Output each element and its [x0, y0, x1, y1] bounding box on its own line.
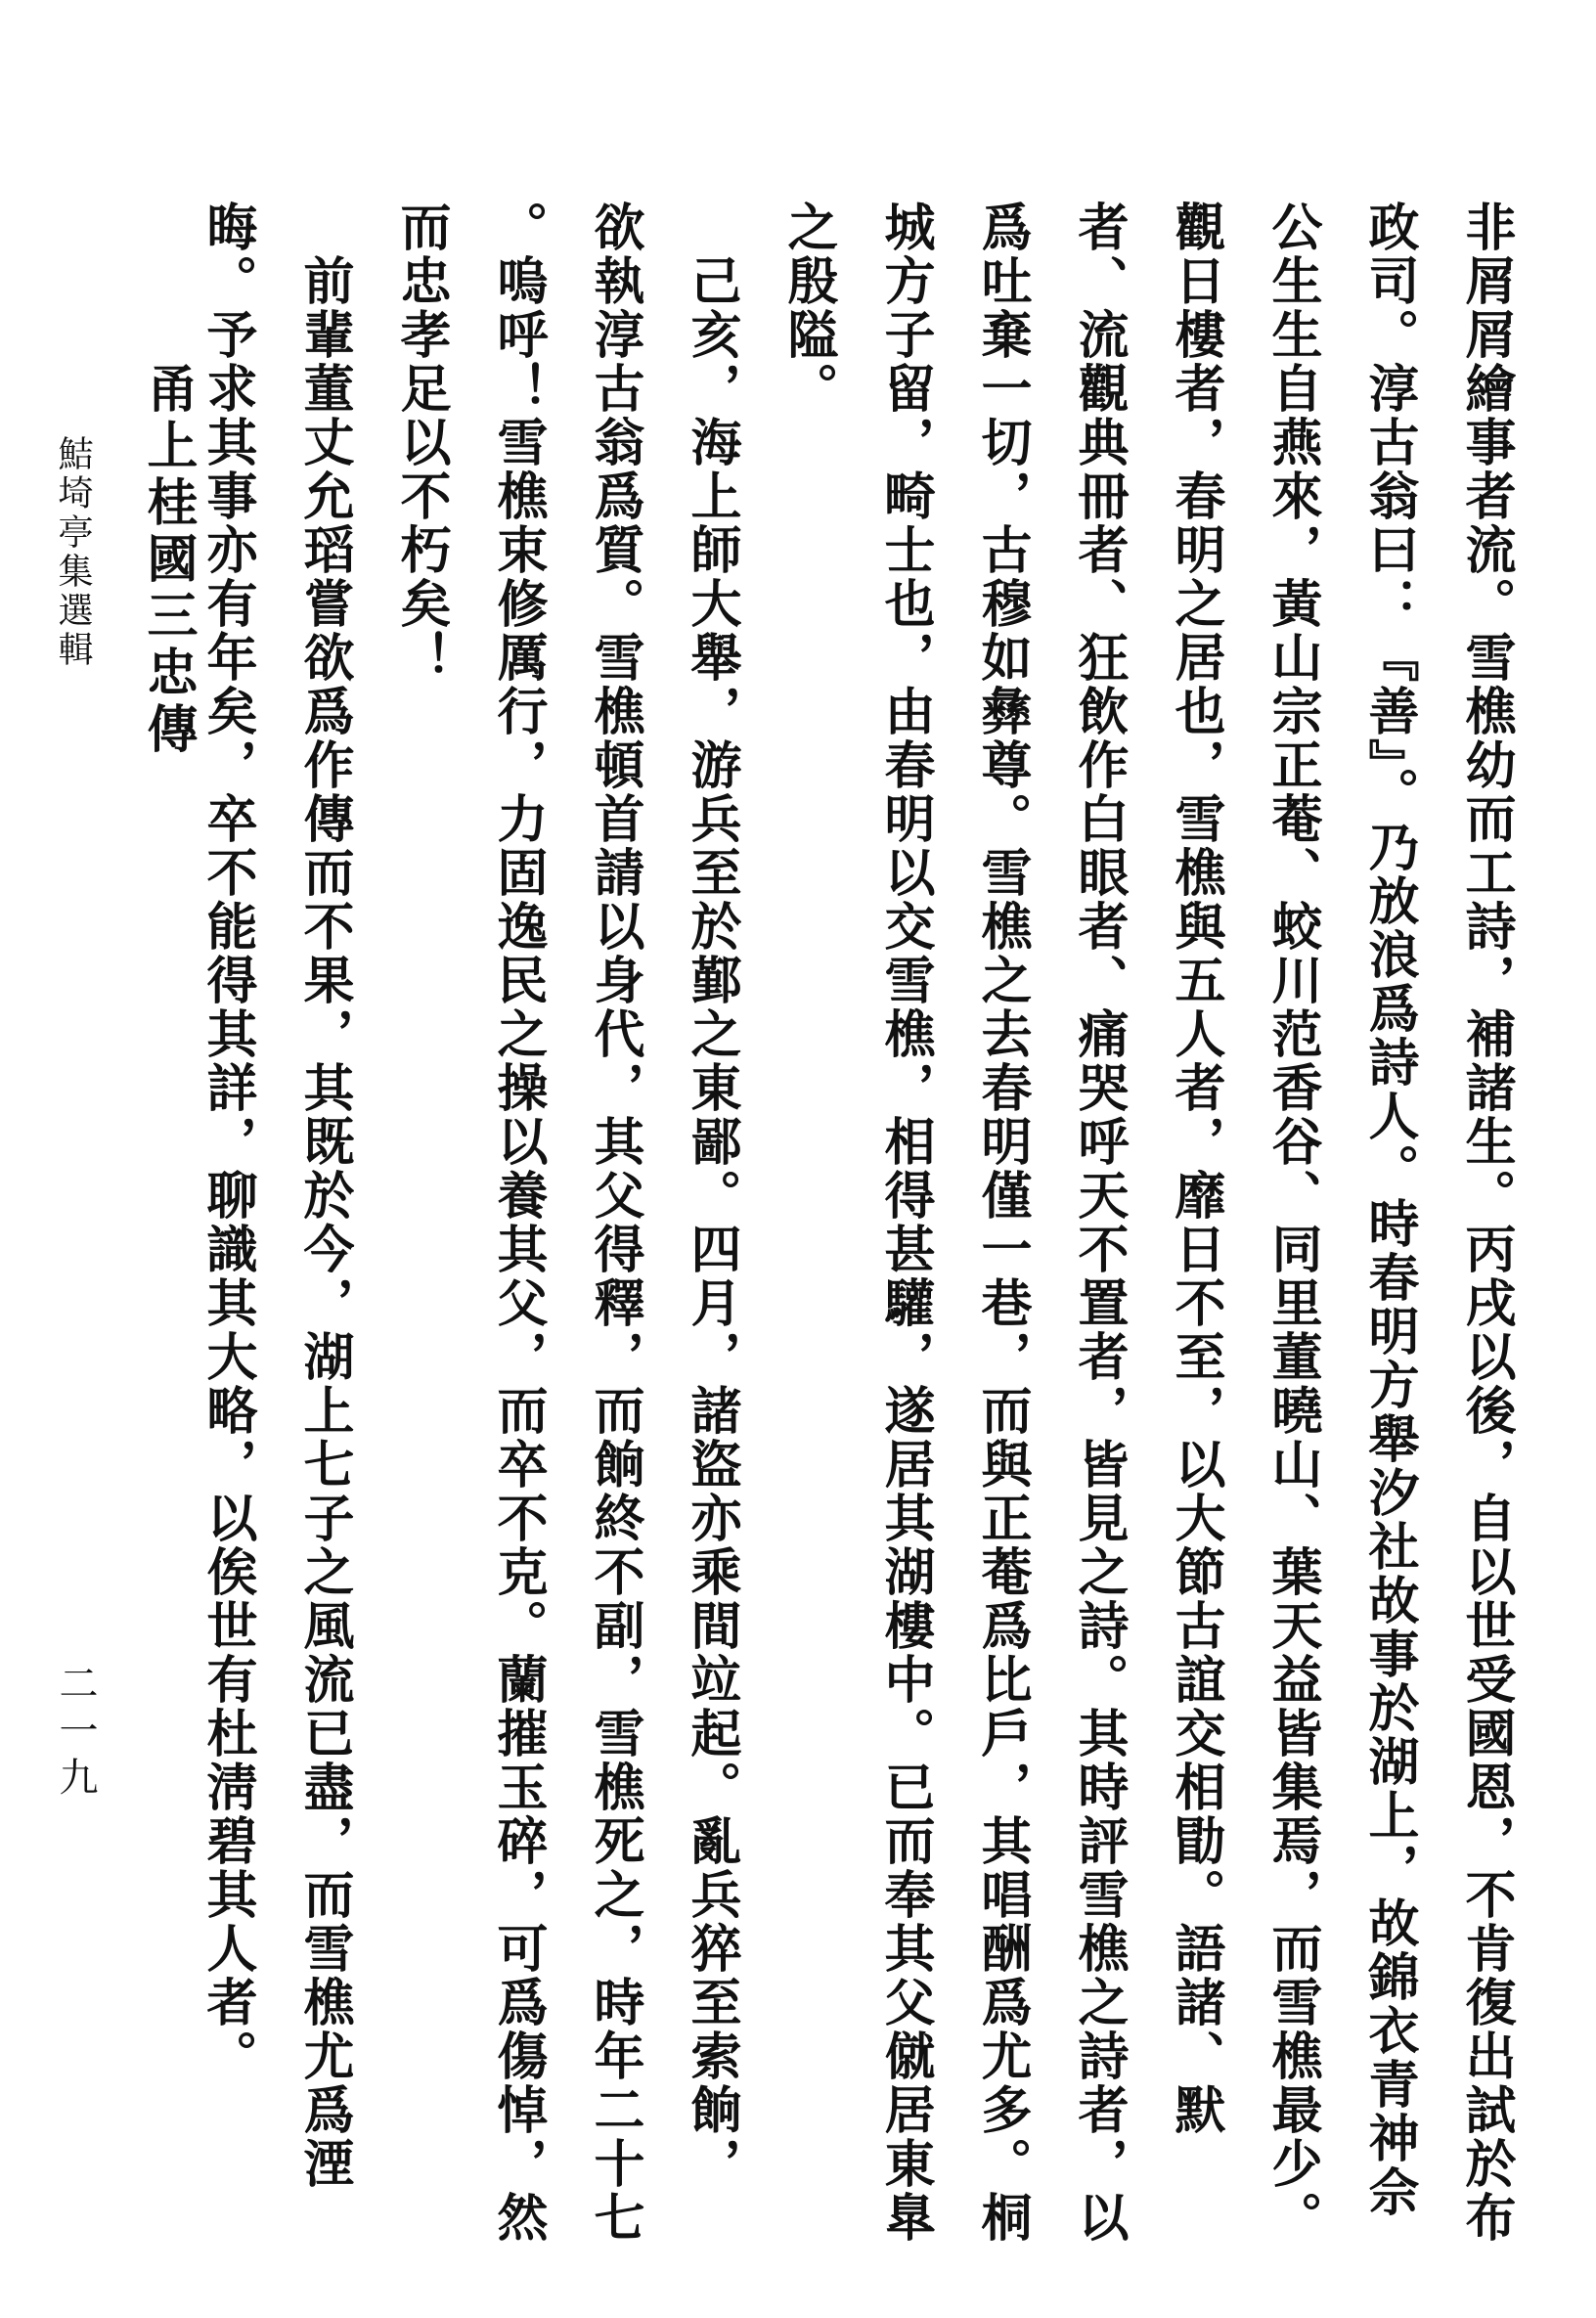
text-column-10: 欲執淳古翁爲質。雪樵頓首請以身代，其父得釋，而餉終不副，雪樵死之，時年二十七 [585, 201, 644, 2245]
text-column-13: 前輩董丈允瑫嘗欲爲作傳而不果，其既於今，湖上七子之風流已盡，而雪樵尤爲湮 [294, 201, 354, 2191]
text-column-11: 。嗚呼！雪樵束修厲行，力固逸民之操以養其父，而卒不克。蘭摧玉碎，可爲傷悼，然 [488, 201, 548, 2245]
text-column-12: 而忠孝足以不朽矣！ [391, 201, 451, 685]
text-column-2: 政司。淳古翁曰：『善』。乃放浪爲詩人。時春明方舉汐社故事於湖上，故錦衣青神佘 [1359, 201, 1419, 2219]
page-number: 二一九 [53, 1663, 98, 1804]
text-column-9: 己亥，海上師大舉，游兵至於鄞之東鄙。四月，諸盜亦乘間竝起。亂兵猝至索餉， [682, 201, 741, 2191]
section-title: 甬上桂國三忠傳 [138, 362, 197, 759]
text-column-3: 公生生自燕來，黃山宗正菴、蛟川范香谷、同里董曉山、葉天益皆集焉，而雪樵最少。 [1263, 201, 1322, 2245]
book-title: 鮚埼亭集選輯 [53, 435, 93, 670]
text-column-4: 觀日樓者，春明之居也，雪樵與五人者，靡日不至，以大節古誼交相勖。語諸、默 [1166, 201, 1225, 2137]
text-column-8: 之殷隘。 [778, 201, 838, 416]
text-column-14: 晦。予求其事亦有年矣，卒不能得其詳，聊識其大略，以俟世有杜淸碧其人者。 [198, 201, 257, 2083]
text-column-1: 非屑屑繪事者流。雪樵幼而工詩，補諸生。丙戌以後，自以世受國恩，不肯復出試於布 [1456, 201, 1516, 2245]
text-column-7: 城方子留，畸士也，由春明以交雪樵，相得甚驩，遂居其湖樓中。已而奉其父僦居東臯 [875, 201, 935, 2245]
text-column-6: 爲吐棄一切，古穆如彝尊。雪樵之去春明僅一巷，而與正菴爲比戶，其唱酬爲尤多。桐 [972, 201, 1032, 2245]
text-column-5: 者、流觀典冊者、狂飲作白眼者、痛哭呼天不置者，皆見之詩。其時評雪樵之詩者，以 [1069, 201, 1129, 2245]
